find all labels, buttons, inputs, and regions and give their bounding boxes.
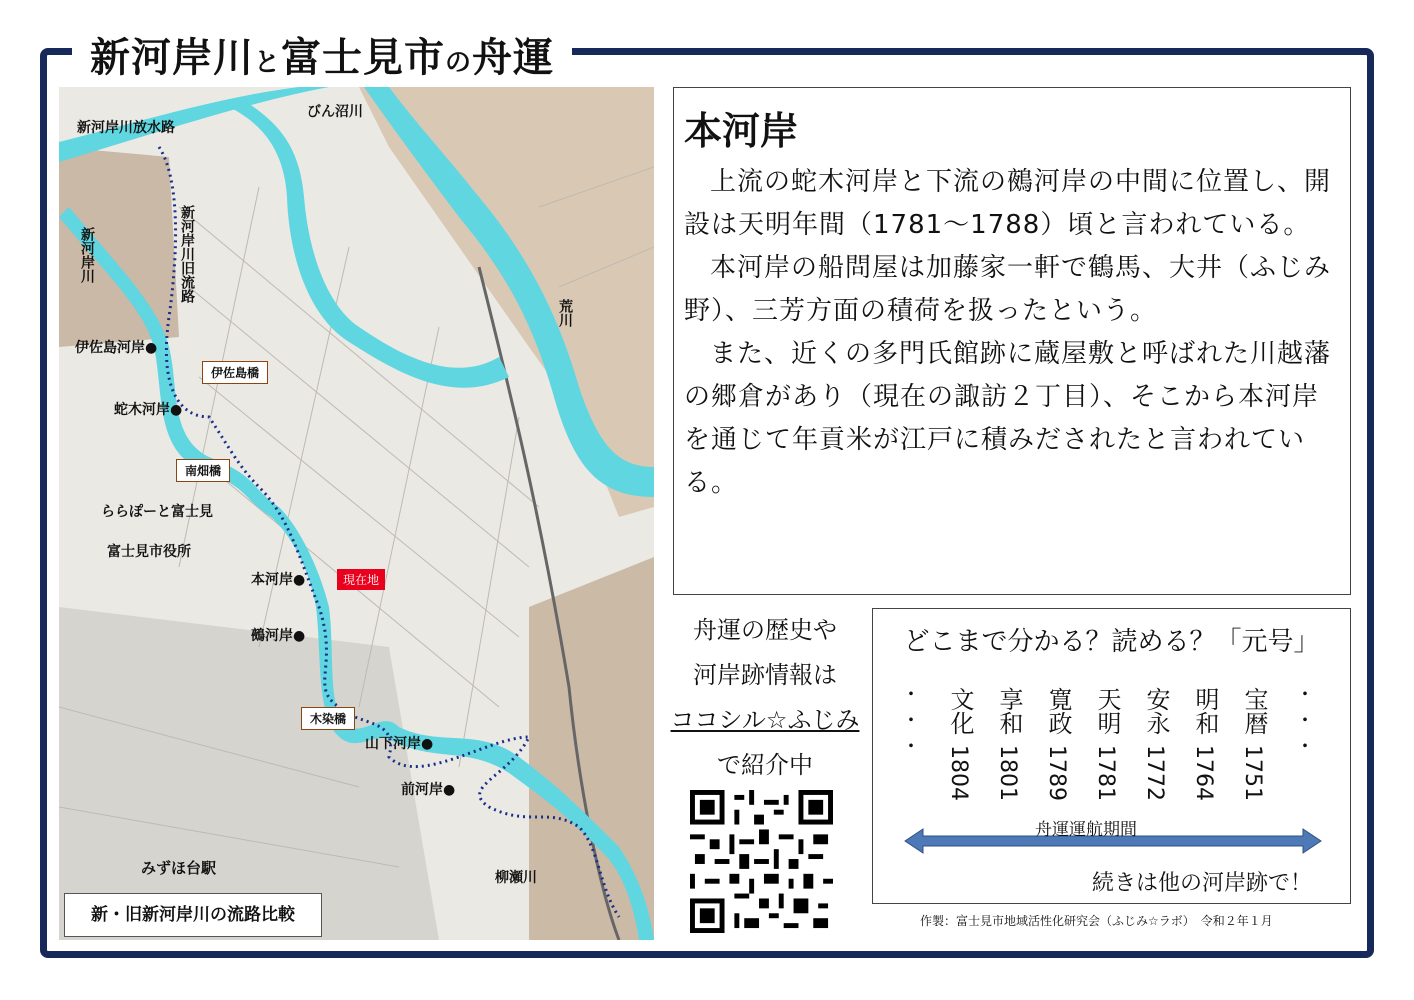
title-particle-to: と <box>254 48 282 78</box>
era-name-5: 明和 <box>1191 687 1219 735</box>
era-panel <box>872 608 1351 904</box>
title-part-river: 新河岸川 <box>90 35 254 81</box>
bridge-isajima: 伊佐島橋 <box>202 361 268 384</box>
info-paragraph-1: 上流の蛇木河岸と下流の鵺河岸の中間に位置し、開設は天明年間（1781～1788）頃と言われている。 <box>684 167 1332 240</box>
info-paragraph-3: また、近くの多門氏館跡に蔵屋敷と呼ばれた川越藩の郷倉があり（現在の諏訪２丁目）、そこから本河岸を通じて年貢米が江戸に積みだされたと言われている。 <box>684 339 1332 498</box>
kokoshiru-link[interactable]: ココシル☆ふじみ <box>670 706 860 734</box>
info-paragraph-2: 本河岸の船問屋は加藤家一軒で鶴馬、大井（ふじみ野）、三芳方面の積荷を扱ったという。 <box>684 253 1332 326</box>
label-maegashi: 前河岸● <box>401 782 456 798</box>
era-year-text-2: 1789 <box>1044 745 1069 801</box>
era-title: どこまで分かる？読める？「元号」 <box>903 627 1320 657</box>
era-year-text-5: 1764 <box>1191 745 1216 801</box>
label-lalaport: ららぽーと富士見 <box>101 504 213 520</box>
side-line-2: 河岸跡情報は <box>693 661 837 689</box>
label-nuegashi: 鵺河岸● <box>251 628 306 644</box>
title-part-shipping: 舟運 <box>472 35 555 81</box>
river-map <box>59 87 654 940</box>
credit-line: 作製：富士見市地域活性化研究会（ふじみ☆ラボ） 令和２年１月 <box>920 914 1273 928</box>
side-promo <box>667 608 863 788</box>
era-name-1: 享和 <box>995 687 1023 735</box>
era-name-2: 寛政 <box>1044 687 1072 735</box>
era-year-text-6: 1751 <box>1240 745 1265 801</box>
qr-code[interactable] <box>690 790 833 933</box>
era-year-3 <box>1092 745 1122 815</box>
page-title <box>72 30 572 91</box>
bridge-minamibata: 南畑橋 <box>176 459 230 482</box>
label-hongashi: 本河岸● <box>251 572 306 588</box>
era-year-0 <box>945 745 975 815</box>
info-panel <box>673 87 1351 595</box>
era-name-3: 天明 <box>1093 687 1121 735</box>
label-hojinsuiro: 新河岸川放水路 <box>77 120 175 136</box>
side-line-4: で紹介中 <box>717 751 813 779</box>
label-isajima-kashi: 伊佐島河岸● <box>75 340 158 356</box>
era-dots-left: ・ ・ ・ <box>901 682 921 758</box>
era-year-6 <box>1239 745 1269 815</box>
era-name-0: 文化 <box>946 687 974 735</box>
label-yanagase-river: 柳瀬川 <box>495 870 537 886</box>
more-info-text: 続きは他の河岸跡で！ <box>1092 871 1313 896</box>
title-part-city: 富士見市 <box>281 35 446 81</box>
era-name-4: 安永 <box>1142 687 1170 735</box>
bridge-kisome: 木染橋 <box>301 707 355 730</box>
era-dots-right: ・ ・ ・ <box>1295 682 1315 758</box>
title-particle-no: の <box>445 48 473 78</box>
era-year-5 <box>1190 745 1220 815</box>
era-year-1 <box>994 745 1024 815</box>
era-year-text-1: 1801 <box>995 745 1020 801</box>
era-year-4 <box>1141 745 1171 815</box>
navigation-period-label: 舟運運航期間 <box>1035 820 1137 840</box>
label-jaki-kashi: 蛇木河岸● <box>114 402 183 418</box>
era-year-text-0: 1804 <box>946 745 971 801</box>
side-line-1: 舟運の歴史や <box>693 616 837 644</box>
urban-area-south <box>59 607 439 940</box>
label-city-hall: 富士見市役所 <box>107 544 191 560</box>
era-year-text-4: 1772 <box>1142 745 1167 801</box>
label-binnuma: びん沼川 <box>307 104 363 120</box>
info-heading: 本河岸 <box>684 109 799 153</box>
current-location-marker: 現在地 <box>337 569 385 590</box>
label-arakawa: 荒川 <box>557 299 573 327</box>
era-name-6: 宝暦 <box>1240 687 1268 735</box>
label-shingashi-river: 新河岸川 <box>79 227 95 283</box>
label-mizuhodai-station: みずほ台駅 <box>141 859 217 877</box>
era-year-2 <box>1043 745 1073 815</box>
map-legend: 新・旧新河岸川の流路比較 <box>64 893 322 937</box>
label-old-route: 新河岸川旧流路 <box>179 205 195 303</box>
era-year-text-3: 1781 <box>1093 745 1118 801</box>
label-yamashita-kashi: 山下河岸● <box>365 736 434 752</box>
